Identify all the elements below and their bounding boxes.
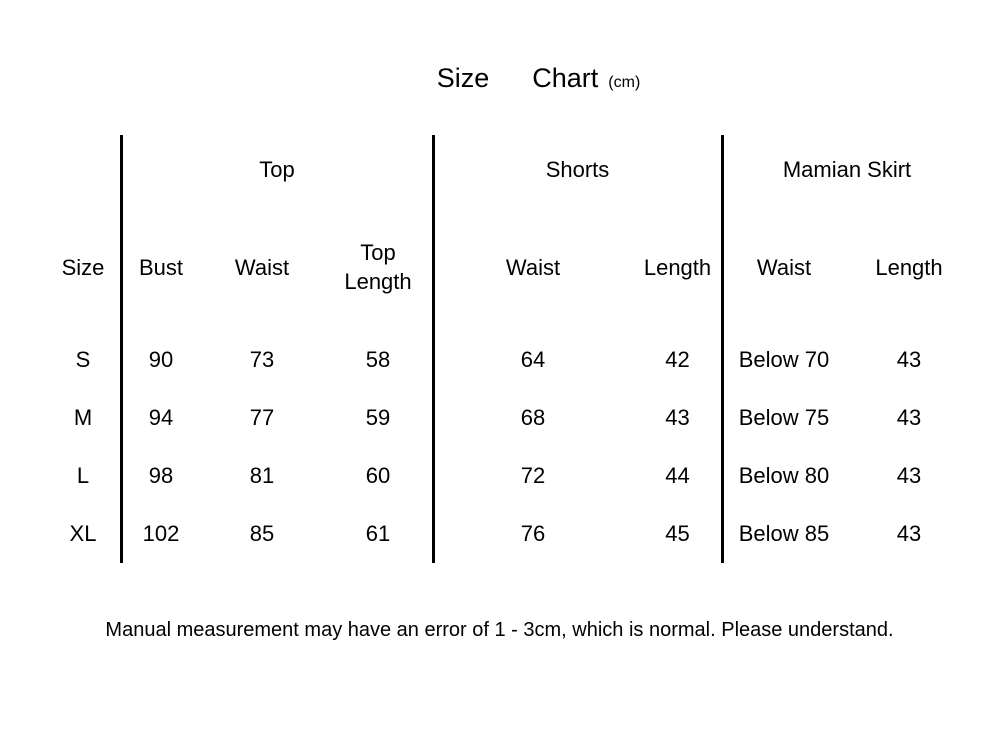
group-header-shorts: Shorts [545,156,610,182]
cell-s-bust: 90 [148,346,174,372]
cell-l-top-length: 60 [365,462,391,488]
measurement-note: Manual measurement may have an error of 1 - 3cm, which is normal. Please understand. [105,619,894,641]
cell-s-top-waist: 73 [249,346,275,372]
cell-m-size-label: M [73,404,93,430]
column-header-shorts-length: Length [643,254,712,280]
cell-m-bust: 94 [148,404,174,430]
column-header-shorts-waist: Waist [505,254,561,280]
column-header-size: Size [61,254,105,280]
cell-m-mamian-waist: Below 75 [738,404,830,430]
cell-l-shorts-length: 44 [665,462,690,488]
cell-s-mamian-length: 43 [896,346,922,372]
title-word-chart: Chart [532,63,599,93]
column-header-mamian-length: Length [875,254,943,280]
group-header-top: Top [259,156,295,182]
cell-l-bust: 98 [148,462,174,488]
cell-l-mamian-waist: Below 80 [738,462,830,488]
cell-l-shorts-waist: 72 [520,462,546,488]
cell-xl-top-length: 61 [365,520,391,546]
column-header-top-length [323,205,433,331]
cell-xl-mamian-length: 43 [896,520,922,546]
group-header-mamian-skirt: Mamian Skirt [782,156,912,182]
corner-empty-cell [45,135,121,205]
cell-xl-bust: 102 [142,520,180,546]
divider-shorts-mamian [721,135,724,563]
page-title [78,63,999,94]
cell-m-mamian-length: 43 [896,404,922,430]
column-header-mamian-waist: Waist [756,254,812,280]
cell-s-top-length: 58 [365,346,391,372]
size-table [45,135,972,563]
cell-l-size-label: L [76,462,90,488]
cell-xl-mamian-waist: Below 85 [738,520,830,546]
cell-s-mamian-waist: Below 70 [738,346,830,372]
title-word-size: Size [436,63,490,93]
cell-xl-shorts-waist: 76 [520,520,546,546]
column-header-bust: Bust [138,254,184,280]
title-unit-cm: (cm) [608,74,641,91]
cell-s-shorts-length: 42 [665,346,690,372]
column-header-top-waist: Waist [234,254,290,280]
cell-m-top-waist: 77 [249,404,275,430]
cell-s-shorts-waist: 64 [520,346,546,372]
cell-xl-size-label: XL [69,520,97,546]
cell-m-shorts-length: 43 [665,404,690,430]
divider-size-top [120,135,123,563]
cell-m-shorts-waist: 68 [520,404,546,430]
column-header-top-length-text: Top Length [344,240,412,294]
cell-m-top-length: 59 [365,404,391,430]
cell-s-size-label: S [75,346,91,372]
cell-xl-shorts-length: 45 [665,520,690,546]
cell-xl-top-waist: 85 [249,520,275,546]
cell-l-mamian-length: 43 [896,462,922,488]
divider-top-shorts [432,135,435,563]
cell-l-top-waist: 81 [249,462,275,488]
